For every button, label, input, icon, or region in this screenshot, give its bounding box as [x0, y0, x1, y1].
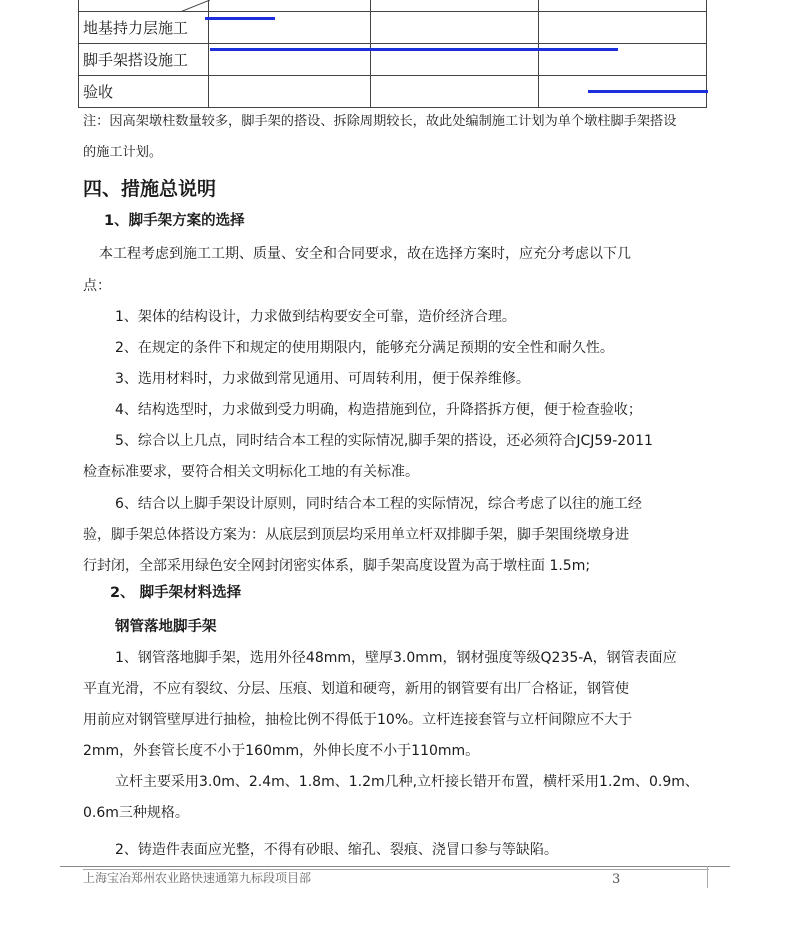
gantt-bar — [588, 90, 708, 93]
list-item: 2、在规定的条件下和规定的使用期限内，能够充分满足预期的安全性和耐久性。 — [115, 340, 614, 356]
subsection-heading: 1、脚手架方案的选择 — [104, 213, 245, 229]
section-heading: 四、措施总说明 — [83, 178, 217, 200]
paragraph-line: 本工程考虑到施工工期、质量、安全和合同要求，故在选择方案时，应充分考虑以下几 — [99, 246, 631, 262]
paragraph-line: 0.6m三种规格。 — [83, 805, 189, 821]
page-number: 3 — [612, 872, 621, 887]
paragraph-line: 用前应对钢管壁厚进行抽检，抽检比例不得低于10%。立杆连接套管与立杆间隙应不大于 — [83, 712, 633, 728]
paragraph-line: 行封闭，全部采用绿色安全网封闭密实体系，脚手架高度设置为高于墩柱面 1.5m; — [83, 558, 591, 574]
subsection-heading: 2、 脚手架材料选择 — [110, 585, 242, 601]
list-item: 3、选用材料时，力求做到常见通用、可周转利用，便于保养维修。 — [115, 371, 530, 387]
gantt-bar — [210, 48, 618, 51]
task-label: 验收 — [79, 76, 209, 108]
task-label: 地基持力层施工 — [79, 12, 209, 44]
list-item: 5、综合以上几点，同时结合本工程的实际情况,脚手架的搭设，还必须符合JCJ59-2011 — [115, 433, 653, 449]
list-item: 6、结合以上脚手架设计原则，同时结合本工程的实际情况，综合考虑了以往的施工经 — [115, 496, 642, 512]
footer-divider — [60, 866, 730, 867]
footer-vertical-rule — [707, 866, 708, 888]
note-line: 注：因高架墩柱数量较多，脚手架的搭设、拆除周期较长，故此处编制施工计划为单个墩柱脚手架搭设 — [83, 114, 677, 129]
table-row — [79, 0, 707, 12]
list-item: 4、结构选型时，力求做到受力明确，构造措施到位，升降搭拆方便，便于检查验收； — [115, 402, 642, 418]
paragraph-line: 立杆主要采用3.0m、2.4m、1.8m、1.2m几种,立杆接长错开布置，横杆采用1.2m、0.9m、 — [115, 774, 699, 790]
subsection-subheading: 钢管落地脚手架 — [115, 619, 217, 635]
gantt-bar — [205, 17, 275, 20]
paragraph-line: 2mm，外套管长度不小于160mm，外伸长度不小于110mm。 — [83, 743, 480, 759]
paragraph-line: 验，脚手架总体搭设方案为：从底层到顶层均采用单立杆双排脚手架，脚手架围绕墩身进 — [83, 527, 629, 543]
paragraph-line: 1、钢管落地脚手架，选用外径48mm，壁厚3.0mm，钢材强度等级Q235-A，钢管表面应 — [115, 650, 677, 666]
paragraph-line: 平直光滑，不应有裂纹、分层、压痕、划道和硬弯，新用的钢管要有出厂合格证，钢管使 — [83, 681, 629, 697]
list-item: 1、架体的结构设计，力求做到结构要安全可靠，造价经济合理。 — [115, 309, 516, 325]
table-row — [79, 12, 707, 44]
task-label: 脚手架搭设施工 — [79, 44, 209, 76]
paragraph-line: 检查标准要求，要符合相关文明标化工地的有关标准。 — [83, 464, 419, 480]
footer-text: 上海宝冶郑州农业路快速通第九标段项目部 — [83, 871, 312, 885]
header-diagonal-line — [180, 0, 210, 12]
note-line: 的施工计划。 — [83, 145, 163, 160]
paragraph-line: 点： — [83, 278, 111, 294]
paragraph-line: 2、铸造件表面应光整，不得有砂眼、缩孔、裂痕、浇冒口参与等缺陷。 — [115, 842, 558, 858]
